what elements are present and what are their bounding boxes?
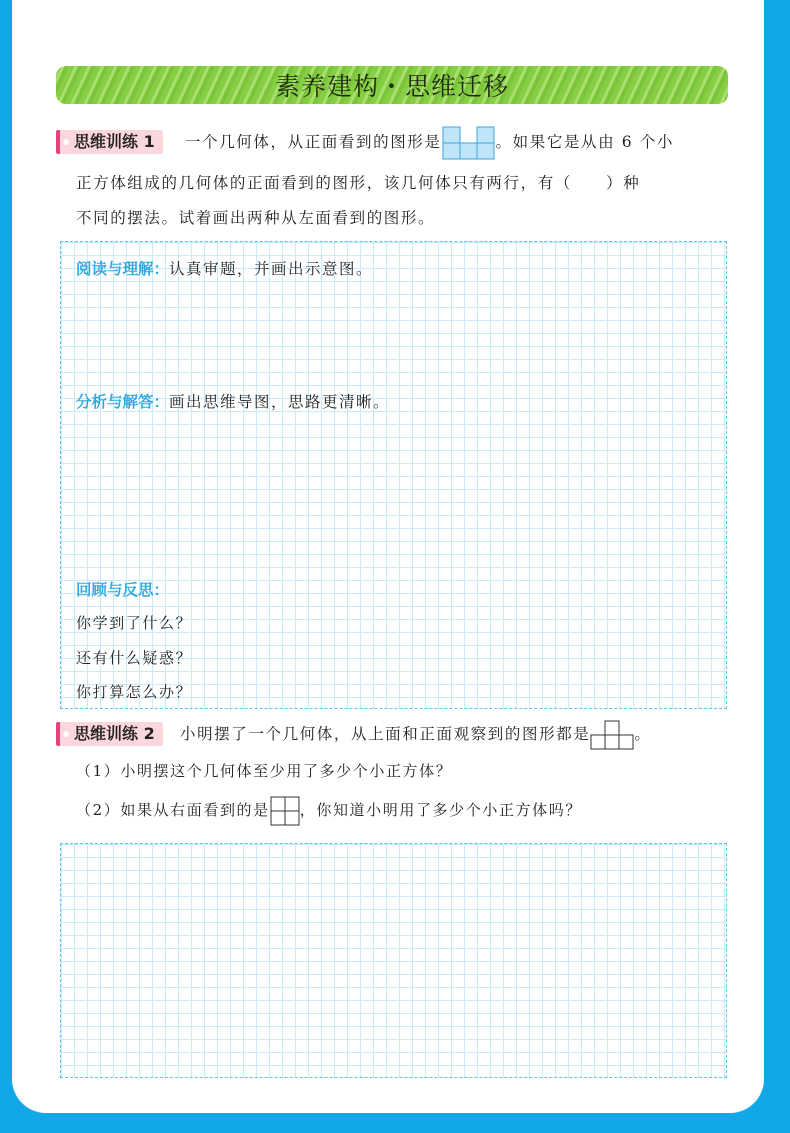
read-understand-section bbox=[76, 257, 373, 279]
exercise-2-work-area[interactable] bbox=[60, 843, 727, 1078]
right-view-figure-icon bbox=[270, 796, 300, 826]
exercise-2-tag: 思维训练 2 bbox=[56, 722, 163, 746]
exercise-1-line-1-b: 。如果它是从由 6 个小 bbox=[495, 133, 674, 151]
banner-title: 素养建构・思维迁移 bbox=[274, 72, 509, 101]
exercise-1-tag: 思维训练 1 bbox=[56, 130, 163, 154]
exercise-2-question-2-b: ，你知道小明用了多少个小正方体吗？ bbox=[299, 801, 582, 819]
exercise-1-line-3: 不同的摆法。试着画出两种从左面看到的图形。 bbox=[76, 209, 436, 227]
review-question-2: 还有什么疑惑？ bbox=[76, 649, 193, 667]
analyze-solve-section bbox=[76, 390, 390, 412]
exercise-1-work-area[interactable] bbox=[60, 241, 727, 709]
exercise-1-line-1 bbox=[185, 126, 674, 160]
analyze-solve-label: 分析与解答： bbox=[76, 393, 170, 411]
exercise-1-line-1-a: 一个几何体，从正面看到的图形是 bbox=[185, 133, 442, 151]
exercise-2-line-1-a: 小明摆了一个几何体，从上面和正面观察到的图形都是 bbox=[180, 725, 591, 743]
review-question-1: 你学到了什么？ bbox=[76, 614, 193, 632]
exercise-2-question-2-a: （2）如果从右面看到的是 bbox=[76, 801, 270, 819]
review-reflect-label: 回顾与反思： bbox=[76, 581, 170, 599]
exercise-2-question-1: （1）小明摆这个几何体至少用了多少个小正方体？ bbox=[76, 762, 453, 780]
review-question-3: 你打算怎么办？ bbox=[76, 683, 193, 701]
analyze-solve-text: 画出思维导图，思路更清晰。 bbox=[169, 393, 391, 411]
top-front-view-figure-icon bbox=[590, 720, 634, 750]
front-view-figure-icon bbox=[442, 126, 496, 160]
exercise-1-line-2: 正方体组成的几何体的正面看到的图形，该几何体只有两行，有（ ）种 bbox=[76, 174, 641, 192]
exercise-2-question-2 bbox=[76, 796, 582, 826]
section-banner bbox=[56, 66, 728, 104]
exercise-2-line-1-b: 。 bbox=[634, 725, 652, 743]
read-understand-text: 认真审题，并画出示意图。 bbox=[169, 260, 374, 278]
read-understand-label: 阅读与理解： bbox=[76, 260, 170, 278]
exercise-2-line-1 bbox=[180, 720, 652, 750]
